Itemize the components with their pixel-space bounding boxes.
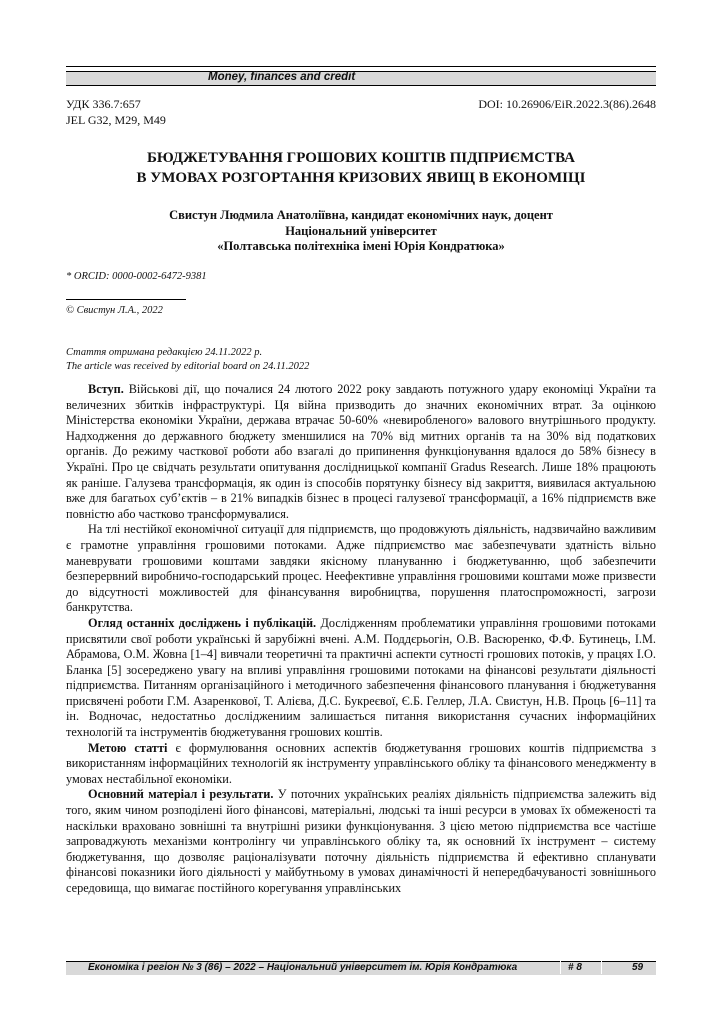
header-band (66, 71, 656, 86)
footer-journal: Економіка і регіон № 3 (86) – 2022 – Національний університет ім. Юрія Кондратюка (88, 962, 518, 973)
footer-issue: # 8 (568, 962, 582, 973)
footer-separator (560, 961, 561, 974)
intro-text: Військові дії, що почалися 24 лютого 2022 року завдають потужного удару економіці України та величезних збитків інфраструктурі. Ця війна призводить до значних економічних втрат. За оцінкою Міністерства економіки України, держава втрачає 50-60% «невиробленого» валового внутрішнього продукту. Надходження до державного бюджету зменшилися на 70% від митних органів та на 30% від податкових органів. До режиму часткової роботи або взагалі до припинення функціонування вдалося до 58% бізнесу в Україні. Про це свідчать результати опитування дослідницької компанії Gradus Research. Лише 18% працюють як раніше. Галузева трансформація, як один із способів порятунку бізнесу від закриття, виявилася актуальною вже для багатьох суб’єктів – в 21% випадків бізнес в процесі галузевої трансформації, а 16% підприємств вже повністю або частково трансформувалися. (66, 382, 656, 521)
journal-section-title: Money, finances and credit (208, 71, 356, 83)
author-affiliation-1: Національний університет (285, 223, 437, 238)
author-block (66, 208, 656, 255)
page-number: 59 (632, 962, 644, 973)
paragraph-literature (66, 616, 656, 741)
doi: DOI: 10.26906/EiR.2022.3(86).2648 (478, 97, 656, 111)
received-ua: Стаття отримана редакцією 24.11.2022 р. (66, 347, 263, 358)
title-line-2: В УМОВАХ РОЗГОРТАННЯ КРИЗОВИХ ЯВИЩ В ЕКОНОМІЦІ (136, 170, 586, 186)
copyright-rule (66, 299, 186, 300)
goal-heading: Метою статті (88, 740, 168, 755)
intro-heading: Вступ. (88, 382, 124, 396)
article-title (66, 148, 656, 188)
literature-heading: Огляд останніх досліджень і публікацій. (88, 615, 317, 630)
results-text: У поточних українських реаліях діяльність підприємства залежить від того, яким чином розподілені його фінансові, матеріальні, людські та інші ресурси в умовах їх обмеженості та наскільки враховано зовнішні та внутрішні ризики функціонування. З цією метою підприємства все частіше запроваджують механізми контролінгу чи управлінського обліку та, як основний їх інструмент – систему бюджетування, що дозволяє раціоналізувати поточну діяльність підприємства й ефективно спланувати фінансові показники його діяльності у майбутньому в умовах динамічності й непередбачуваності зовнішнього середовища, що вимагає постійного корегування управлінських (66, 787, 657, 895)
footer-separator (601, 961, 602, 974)
article-body (66, 382, 656, 897)
paragraph-results (66, 787, 656, 896)
goal-text: є формулювання основних аспектів бюджетування грошових коштів підприємства з використанням інформаційних технологій як інструменту управлінського обліку та фінансового менеджменту в умовах нестабільної економіки. (66, 740, 656, 786)
paragraph-goal (66, 741, 656, 788)
received-en: The article was received by editorial board on 24.11.2022 (66, 361, 310, 372)
paragraph-intro (66, 382, 656, 522)
jel-code: JEL G32, M29, M49 (66, 113, 166, 127)
orcid: * ORCID: 0000-0002-6472-9381 (66, 271, 207, 282)
literature-text: Дослідженням проблематики управління грошовими потоками присвятили свої роботи українські й зарубіжні вчені. А.М. Поддєрьогін, О.В. Васюренко, Ф.Ф. Бутинець, І.М. Абрамова, О.М. Жовна [1–4] вивчали теоретичні та практичні аспекти сутності грошових потоків, у працях І.О. Бланка [5] зосереджено увагу на впливі управління грошовими потоками на фінансові результати діяльності підприємства. Питанням організаційного і методичного забезпечення фінансового планування і бюджетування присвячені роботи Г.М. Азаренкової, Т. Алієва, Д.С. Букреєвої, Є.Б. Геллер, Л.А. Свистун, Н.В. Проць [6–11] та ін. Водночас, недостатньо досліджениим залишається питання використання сучасних інформаційних технологій та інструментів бюджетування грошових коштів. (66, 615, 657, 740)
header-rule (66, 66, 656, 67)
copyright: © Свистун Л.А., 2022 (66, 305, 163, 316)
paragraph-context (66, 522, 656, 616)
author-name: Свистун Людмила Анатоліївна, кандидат економічних наук, доцент (169, 208, 553, 222)
udc-code: УДК 336.7:657 (66, 97, 141, 111)
context-text: На тлі нестійкої економічної ситуації для підприємств, що продовжують діяльність, надзвичайно важливим є грамотне управління грошовими потоками. Адже підприємство має забезпечувати здатність вільно маневрувати грошовими коштами завдяки якісному плануванню і бюджетуванню, щоб забезпечити безперервний виробничо-господарський процес. Неефективне управління грошовими коштами може призвести до відсутності можливостей для фінансування виробництва, порушення платоспроможності, загрози банкрутства. (66, 522, 656, 615)
title-line-1: БЮДЖЕТУВАННЯ ГРОШОВИХ КОШТІВ ПІДПРИЄМСТВА (147, 150, 575, 166)
results-heading: Основний матеріал і результати. (88, 787, 274, 802)
author-affiliation-2: «Полтавська політехніка імені Юрія Кондратюка» (217, 239, 505, 253)
